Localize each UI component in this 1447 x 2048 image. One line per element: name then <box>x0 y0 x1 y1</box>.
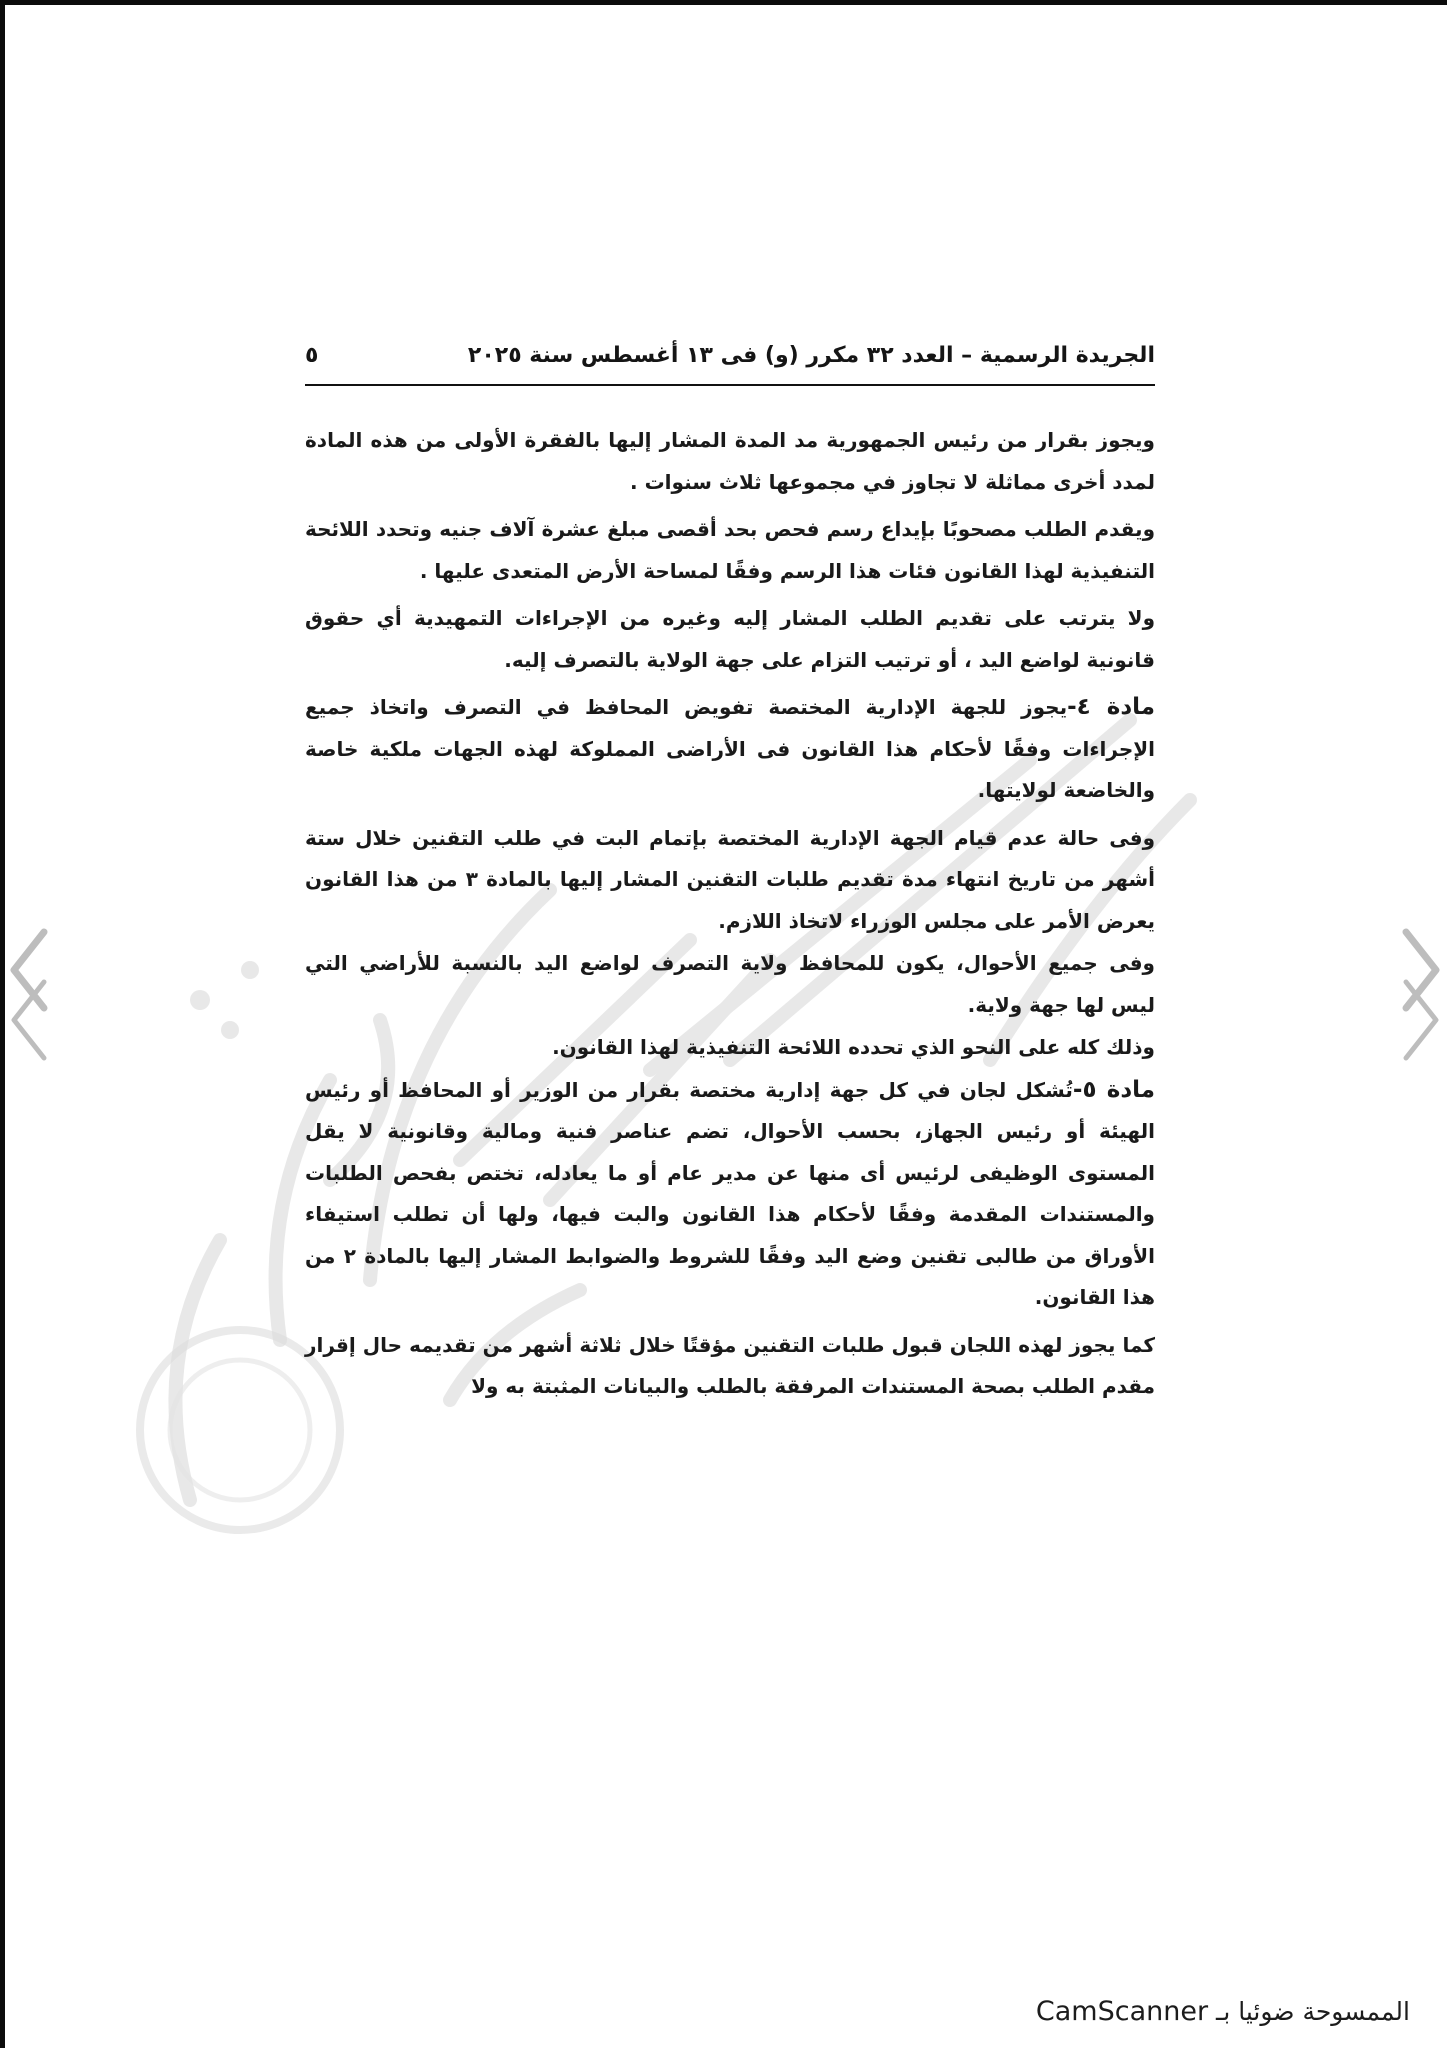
header-divider <box>305 384 1155 386</box>
document-body <box>305 420 1155 1409</box>
page-number: ٥ <box>305 342 319 368</box>
scan-frame-top <box>0 0 1447 5</box>
previous-page-button[interactable] <box>0 920 60 1070</box>
paragraph: ولا يترتب على تقديم الطلب المشار إليه وغيره من الإجراءات التمهيدية أي حقوق قانونية لواضع اليد ، أو ترتيب التزام على جهة الولاية بالتصرف إليه. <box>305 606 1155 672</box>
paragraph: ويقدم الطلب مصحوبًا بإيداع رسم فحص بحد أقصى مبلغ عشرة آلاف جنيه وتحدد اللائحة التنفيذية لهذا القانون فئات هذا الرسم وفقًا لمساحة الأرض المتعدى عليها . <box>305 517 1155 583</box>
article-4 <box>305 687 1155 812</box>
chevron-left-icon <box>14 932 44 1058</box>
header-title: الجريدة الرسمية – العدد ٣٢ مكرر (و) فى ١٣ أغسطس سنة ٢٠٢٥ <box>467 342 1155 368</box>
article-5 <box>305 1070 1155 1319</box>
paragraph: وفى جميع الأحوال، يكون للمحافظ ولاية التصرف لواضع اليد بالنسبة للأراضي التي ليس لها جهة ولاية. <box>305 951 1155 1017</box>
paragraph: ويجوز بقرار من رئيس الجمهورية مد المدة المشار إليها بالفقرة الأولى من هذه المادة لمدد أخرى مماثلة لا تجاوز في مجموعها ثلاث سنوات . <box>305 428 1155 494</box>
article-5-title: مادة ٥- <box>1072 1076 1156 1103</box>
footer-label: الممسوحة ضوئيا بـ <box>1216 1997 1410 2026</box>
chevron-right-icon <box>1406 932 1436 1058</box>
next-page-button[interactable] <box>1390 920 1447 1070</box>
scanner-footer <box>990 1996 1410 2036</box>
paragraph: كما يجوز لهذه اللجان قبول طلبات التقنين مؤقتًا خلال ثلاثة أشهر من تقديمه حال إقرار مقدم الطلب بصحة المستندات المرفقة بالطلب والبيانات المثبتة به ولا <box>305 1332 1155 1398</box>
scanner-brand: CamScanner <box>1035 1996 1209 2027</box>
paragraph: وفى حالة عدم قيام الجهة الإدارية المختصة بإتمام البت في طلب التقنين خلال ستة أشهر من تاريخ انتهاء مدة تقديم طلبات التقنين المشار إليها بالمادة ٣ من هذا القانون يعرض الأمر على مجلس الوزراء لاتخاذ اللازم. <box>305 825 1156 933</box>
article-4-title: مادة ٤- <box>1067 694 1156 720</box>
article-4-text: يجوز للجهة الإدارية المختصة تفويض المحافظ في التصرف واتخاذ جميع الإجراءات وفقًا لأحكام هذا القانون فى الأراضى المملوكة لهذه الجهات ملكية خاصة والخاضعة لولايتها. <box>305 695 1155 802</box>
paragraph: وذلك كله على النحو الذي تحدده اللائحة التنفيذية لهذا القانون. <box>552 1035 1155 1059</box>
page-header <box>305 335 1155 375</box>
article-5-text: تُشكل لجان في كل جهة إدارية مختصة بقرار من الوزير أو المحافظ أو رئيس الهيئة أو رئيس الجهاز، بحسب الأحوال، تضم عناصر فنية ومالية وقانونية لا يقل المستوى الوظيفى لرئيس أى منها عن مدير عام أو ما يعادله، تختص بفحص الطلبات والمستندات المقدمة وفقًا لأحكام هذا القانون والبت فيها، ولها أن تطلب استيفاء الأوراق من طالبى تقنين وضع اليد وفقًا للشروط والضوابط المشار إليها بالمادة ٢ من هذا القانون. <box>305 1077 1156 1309</box>
